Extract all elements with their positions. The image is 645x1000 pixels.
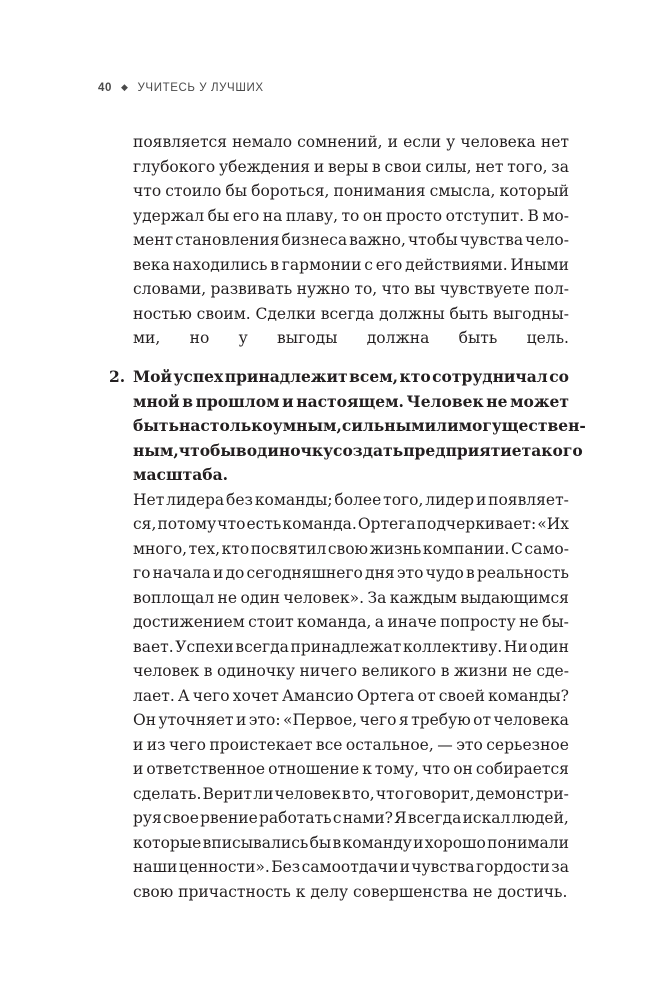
text-line: появляется немало сомнений, и если у человека нет (133, 133, 569, 151)
paragraph-1 (133, 130, 569, 351)
text-line: наши ценности». Без самоотдачи и чувства гордости за (133, 858, 569, 876)
text-line: мной в прошлом и настоящем. Человек не может (133, 391, 569, 411)
text-line: сделать. Верит ли человек в то, что говорит, демонстри- (133, 784, 569, 803)
text-line: вает. Успехи всегда принадлежат коллективу. Ни один (133, 637, 569, 656)
text-line: которые вписывались бы в команду и хорошо понимали (133, 833, 569, 852)
list-item-number: 2. (109, 367, 126, 386)
text-line: удержал бы его на плаву, то он просто отступит. В мо- (133, 206, 569, 225)
text-line: ся, потому что есть команда. Ортега подчеркивает: «Их (133, 515, 569, 533)
text-line: Он уточняет и это: «Первое, чего я требую от человека (133, 711, 569, 729)
text-line: словами, развивать нужно то, что вы чувствуете пол- (133, 280, 569, 298)
text-line: и ответственное отношение к тому, что он собирается (133, 760, 569, 778)
text-line: Мой успех принадлежит всем, кто сотрудничал со (133, 367, 569, 386)
text-line: ным, чтобы в одиночку создать предприятие такого (133, 440, 583, 460)
text-line: человек в одиночку ничего великого в жизни не сде- (133, 662, 569, 680)
text-line: мент становления бизнеса важно, чтобы чувства чело- (133, 231, 569, 249)
text-line: масштаба. (133, 465, 229, 484)
text-line: го начала и до сегодняшнего дня это чудо в реальность (133, 564, 569, 582)
running-title: УЧИТЕСЬ У ЛУЧШИХ (137, 82, 264, 94)
running-head (98, 82, 264, 94)
text-line: глубокого убеждения и веры в свои силы, нет того, за (133, 157, 569, 176)
text-line: достижением стоит команда, а иначе попросту не бы- (133, 613, 569, 631)
text-line: Нет лидера без команды; более того, лидер и появляет- (133, 490, 569, 509)
text-line: и из чего проистекает все остальное, — это серьезное (133, 735, 569, 754)
text-line: воплощал не один человек». За каждым выдающимся (133, 588, 569, 607)
list-item-body (133, 488, 569, 905)
text-line: что стоило бы бороться, понимания смысла, который (133, 182, 569, 200)
separator-diamond-icon: ◆ (121, 82, 129, 92)
list-item-content (133, 365, 586, 904)
text-line: века находились в гармонии с его действиями. Иными (133, 255, 569, 274)
page-number: 40 (98, 82, 112, 94)
text-line: лает. А чего хочет Амансио Ортега от своей команды? (133, 686, 569, 705)
text-line: свою причастность к делу совершенства не достичь. (133, 882, 568, 901)
list-item-heading (133, 365, 586, 488)
text-line: много, тех, кто посвятил свою жизнь компании. С само- (133, 539, 569, 558)
text-line: руя свое рвение работать с нами? Я всегда искал людей, (133, 809, 569, 827)
text-line: ми, но у выгоды должна быть цель. (133, 329, 569, 347)
text-line: ностью своим. Сделки всегда должны быть выгодны- (133, 304, 569, 323)
text-line: быть настолько умным, сильным или могуществен- (133, 416, 586, 435)
